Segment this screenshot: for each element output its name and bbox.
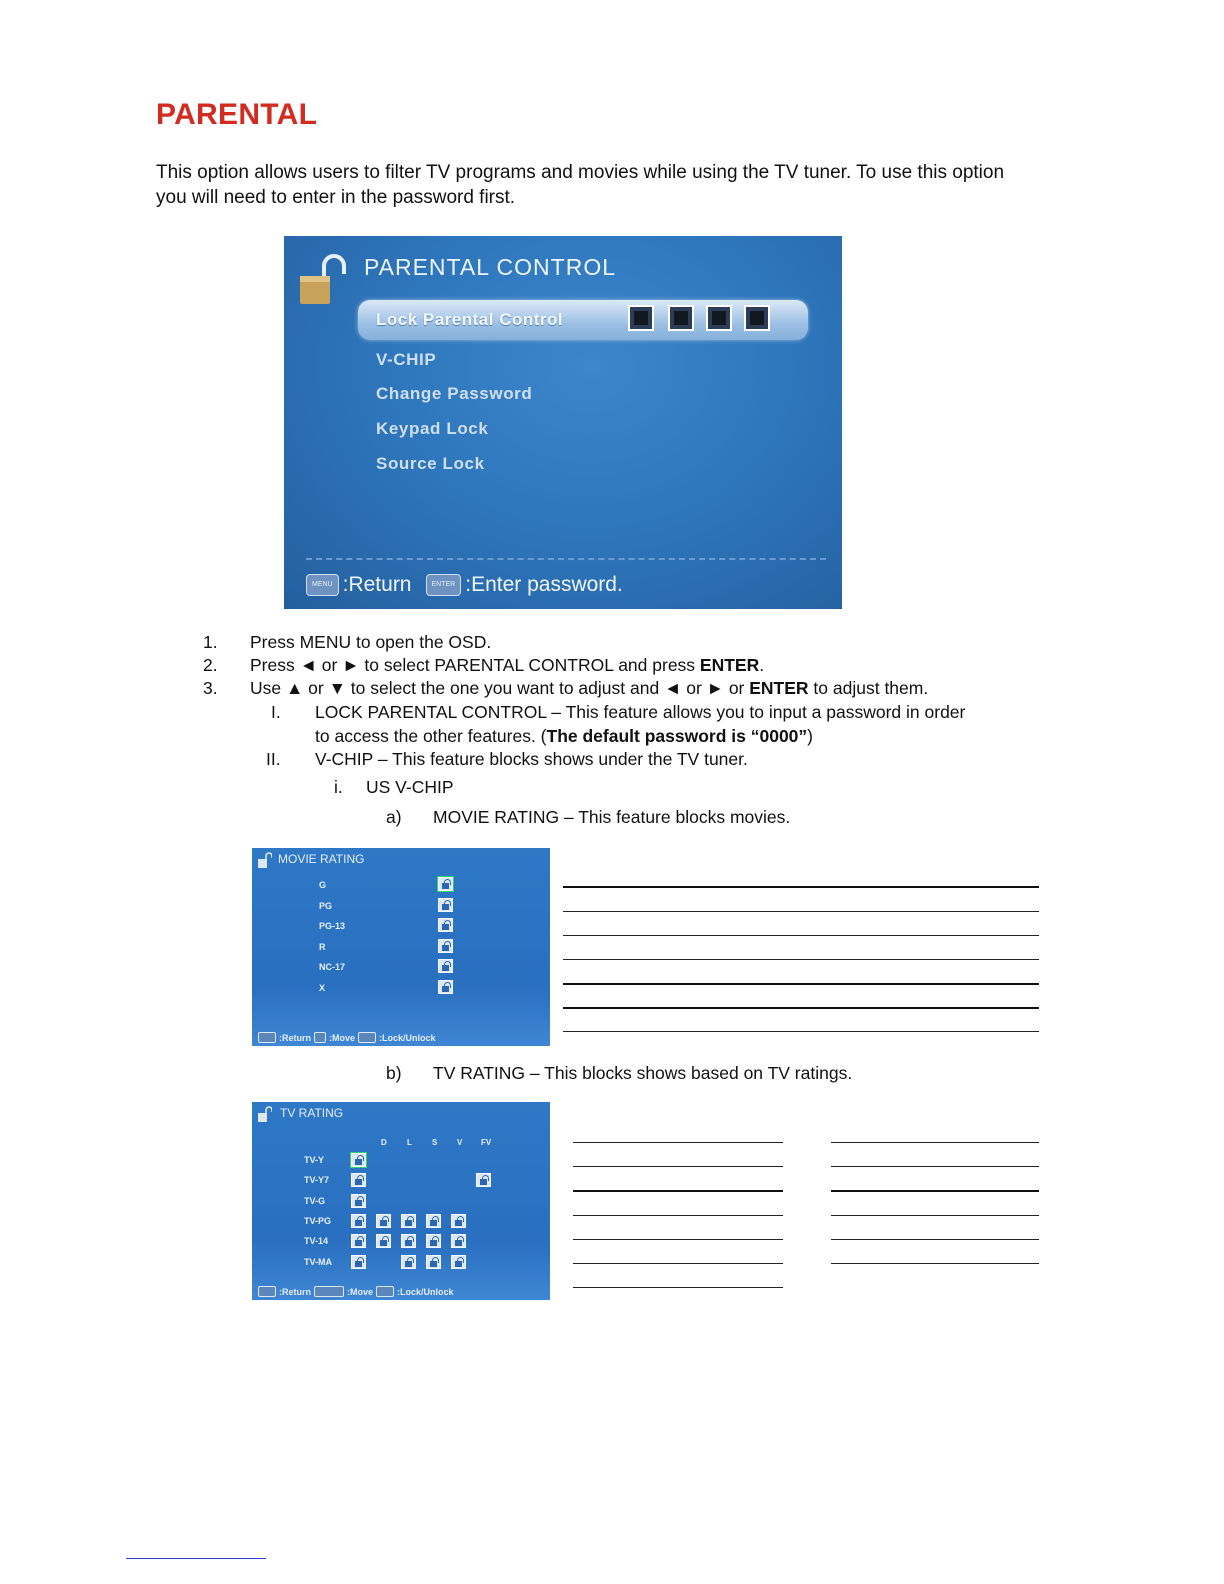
lock-toggle-tv-ma-s[interactable] — [426, 1255, 441, 1269]
column-header-l: L — [407, 1138, 412, 1147]
lock-toggle-tv-pg-v[interactable] — [451, 1214, 466, 1228]
substep-I — [271, 701, 1031, 749]
lock-toggle-g[interactable] — [438, 877, 453, 891]
tv-rating-footer — [258, 1286, 454, 1297]
step-text: Press ◄ or ► to select PARENTAL CONTROL and press ENTER. — [250, 655, 765, 675]
lock-toggle-tv-y[interactable] — [351, 1153, 366, 1167]
enter-key-icon — [376, 1286, 394, 1297]
substep-text: V-CHIP – This feature blocks shows under the TV tuner. — [315, 749, 748, 769]
substep-text: TV RATING – This blocks shows based on TV ratings. — [433, 1063, 853, 1083]
note-line — [563, 1007, 1039, 1009]
rating-label-g: G — [319, 880, 327, 890]
menu-key-icon — [258, 1286, 276, 1297]
menu-key-icon: MENU — [306, 574, 339, 596]
footer-return-label: :Return — [279, 1032, 311, 1043]
lock-toggle-tv-14-d[interactable] — [376, 1234, 391, 1248]
substep-text: US V-CHIP — [366, 777, 454, 797]
rating-label-r: R — [319, 942, 326, 952]
menu-item-source-lock[interactable]: Source Lock — [376, 454, 485, 473]
rating-label-tv-y7: TV-Y7 — [304, 1175, 330, 1185]
step-text: Use ▲ or ▼ to select the one you want to adjust and ◄ or ► or ENTER to adjust them. — [250, 678, 929, 698]
column-header-d: D — [381, 1138, 387, 1147]
footer-return-label: :Return — [342, 573, 412, 596]
enter-key-icon — [358, 1032, 376, 1043]
menu-item-change-password[interactable]: Change Password — [376, 384, 533, 403]
osd-title: PARENTAL CONTROL — [364, 254, 616, 280]
lock-toggle-tv-pg-s[interactable] — [426, 1214, 441, 1228]
movie-rating-osd — [252, 848, 550, 1046]
lock-toggle-pg[interactable] — [438, 898, 453, 912]
padlock-icon — [298, 254, 346, 306]
lock-toggle-tv-14[interactable] — [351, 1234, 366, 1248]
step-text: Press MENU to open the OSD. — [250, 632, 492, 652]
movie-rating-footer — [258, 1032, 436, 1043]
lock-toggle-tv-pg[interactable] — [351, 1214, 366, 1228]
footer-divider — [306, 558, 826, 560]
lock-toggle-tv-y7-fv[interactable] — [476, 1173, 491, 1187]
footer-lock-label: :Lock/Unlock — [397, 1286, 454, 1297]
column-header-s: S — [432, 1138, 438, 1147]
note-line — [563, 935, 1039, 936]
arrow-keys-icon — [314, 1032, 326, 1043]
note-line — [831, 1263, 1039, 1264]
password-digit-3[interactable] — [706, 305, 732, 331]
lock-toggle-tv-14-l[interactable] — [401, 1234, 416, 1248]
tv-rating-title: TV RATING — [280, 1106, 344, 1120]
note-line — [563, 1031, 1039, 1032]
lock-toggle-tv-pg-l[interactable] — [401, 1214, 416, 1228]
lock-toggle-tv-ma[interactable] — [351, 1255, 366, 1269]
substep-number: II. — [266, 749, 281, 769]
lock-toggle-tv-pg-d[interactable] — [376, 1214, 391, 1228]
parental-control-osd — [284, 236, 842, 609]
intro-paragraph: This option allows users to filter TV programs and movies while using the TV tuner. To use this option you will need to enter in the password first. — [156, 162, 1005, 208]
arrow-keys-icon — [314, 1286, 344, 1297]
column-header-v: V — [457, 1138, 463, 1147]
footer-move-label: :Move — [329, 1032, 356, 1043]
password-digit-1[interactable] — [628, 305, 654, 331]
note-line — [573, 1215, 783, 1216]
rating-label-x: X — [319, 983, 326, 993]
note-line — [573, 1263, 783, 1264]
menu-item-lock-parental-control[interactable] — [358, 300, 808, 340]
tv-rating-osd — [252, 1102, 550, 1300]
footer-lock-label: :Lock/Unlock — [379, 1032, 436, 1043]
enter-key-icon: ENTER — [426, 574, 462, 596]
note-line — [573, 1287, 783, 1288]
password-digit-2[interactable] — [668, 305, 694, 331]
movie-rating-title: MOVIE RATING — [278, 852, 365, 866]
note-line — [563, 911, 1039, 912]
note-line — [573, 1190, 783, 1192]
note-line — [831, 1142, 1039, 1143]
lock-toggle-tv-y7[interactable] — [351, 1173, 366, 1187]
substep-line-1: LOCK PARENTAL CONTROL – This feature allows you to input a password in order — [315, 702, 966, 722]
note-line — [831, 1190, 1039, 1192]
lock-toggle-tv-ma-l[interactable] — [401, 1255, 416, 1269]
note-line — [573, 1239, 783, 1240]
footer-return-label: :Return — [279, 1286, 311, 1297]
substep-number: I. — [271, 702, 281, 722]
note-line — [563, 886, 1039, 888]
substep-number: a) — [386, 807, 402, 827]
footer-enter-label: :Enter password. — [465, 573, 623, 596]
footer-move-label: :Move — [347, 1286, 374, 1297]
rating-label-tv-g: TV-G — [304, 1196, 326, 1206]
rating-label-tv-y: TV-Y — [304, 1155, 325, 1165]
menu-item-v-chip[interactable]: V-CHIP — [376, 350, 437, 369]
step-number: 3. — [203, 678, 218, 698]
rating-label-pg: PG — [319, 901, 333, 911]
substep-line-2: to access the other features. (The default password is “0000”) — [315, 726, 813, 746]
padlock-icon — [258, 852, 272, 868]
lock-toggle-nc-17[interactable] — [438, 959, 453, 973]
padlock-icon — [258, 1106, 272, 1122]
lock-toggle-x[interactable] — [438, 980, 453, 994]
lock-toggle-tv-ma-v[interactable] — [451, 1255, 466, 1269]
column-header-fv: FV — [481, 1138, 492, 1147]
note-line — [831, 1215, 1039, 1216]
note-line — [831, 1166, 1039, 1167]
footnote-divider — [126, 1558, 266, 1559]
note-line — [563, 983, 1039, 985]
note-line — [563, 959, 1039, 960]
menu-key-icon — [258, 1032, 276, 1043]
lock-toggle-r[interactable] — [438, 939, 453, 953]
lock-toggle-tv-14-s[interactable] — [426, 1234, 441, 1248]
lock-toggle-tv-14-v[interactable] — [451, 1234, 466, 1248]
menu-item-label: Lock Parental Control — [376, 310, 564, 329]
rating-label-tv-pg: TV-PG — [304, 1216, 332, 1226]
rating-label-pg-13: PG-13 — [319, 921, 346, 931]
note-line — [573, 1142, 783, 1143]
substep-text: MOVIE RATING – This feature blocks movies. — [433, 807, 791, 827]
step-number: 1. — [203, 632, 218, 652]
menu-item-keypad-lock[interactable]: Keypad Lock — [376, 419, 489, 438]
lock-toggle-pg-13[interactable] — [438, 918, 453, 932]
password-digit-4[interactable] — [744, 305, 770, 331]
lock-toggle-tv-g[interactable] — [351, 1194, 366, 1208]
step-number: 2. — [203, 655, 218, 675]
substep-number: i. — [334, 777, 343, 797]
rating-label-tv-ma: TV-MA — [304, 1257, 332, 1267]
note-line — [573, 1166, 783, 1167]
page-title: PARENTAL — [156, 98, 318, 131]
osd-footer — [306, 570, 623, 600]
rating-label-nc-17: NC-17 — [319, 962, 346, 972]
note-line — [831, 1239, 1039, 1240]
rating-label-tv-14: TV-14 — [304, 1236, 329, 1246]
substep-number: b) — [386, 1063, 402, 1083]
